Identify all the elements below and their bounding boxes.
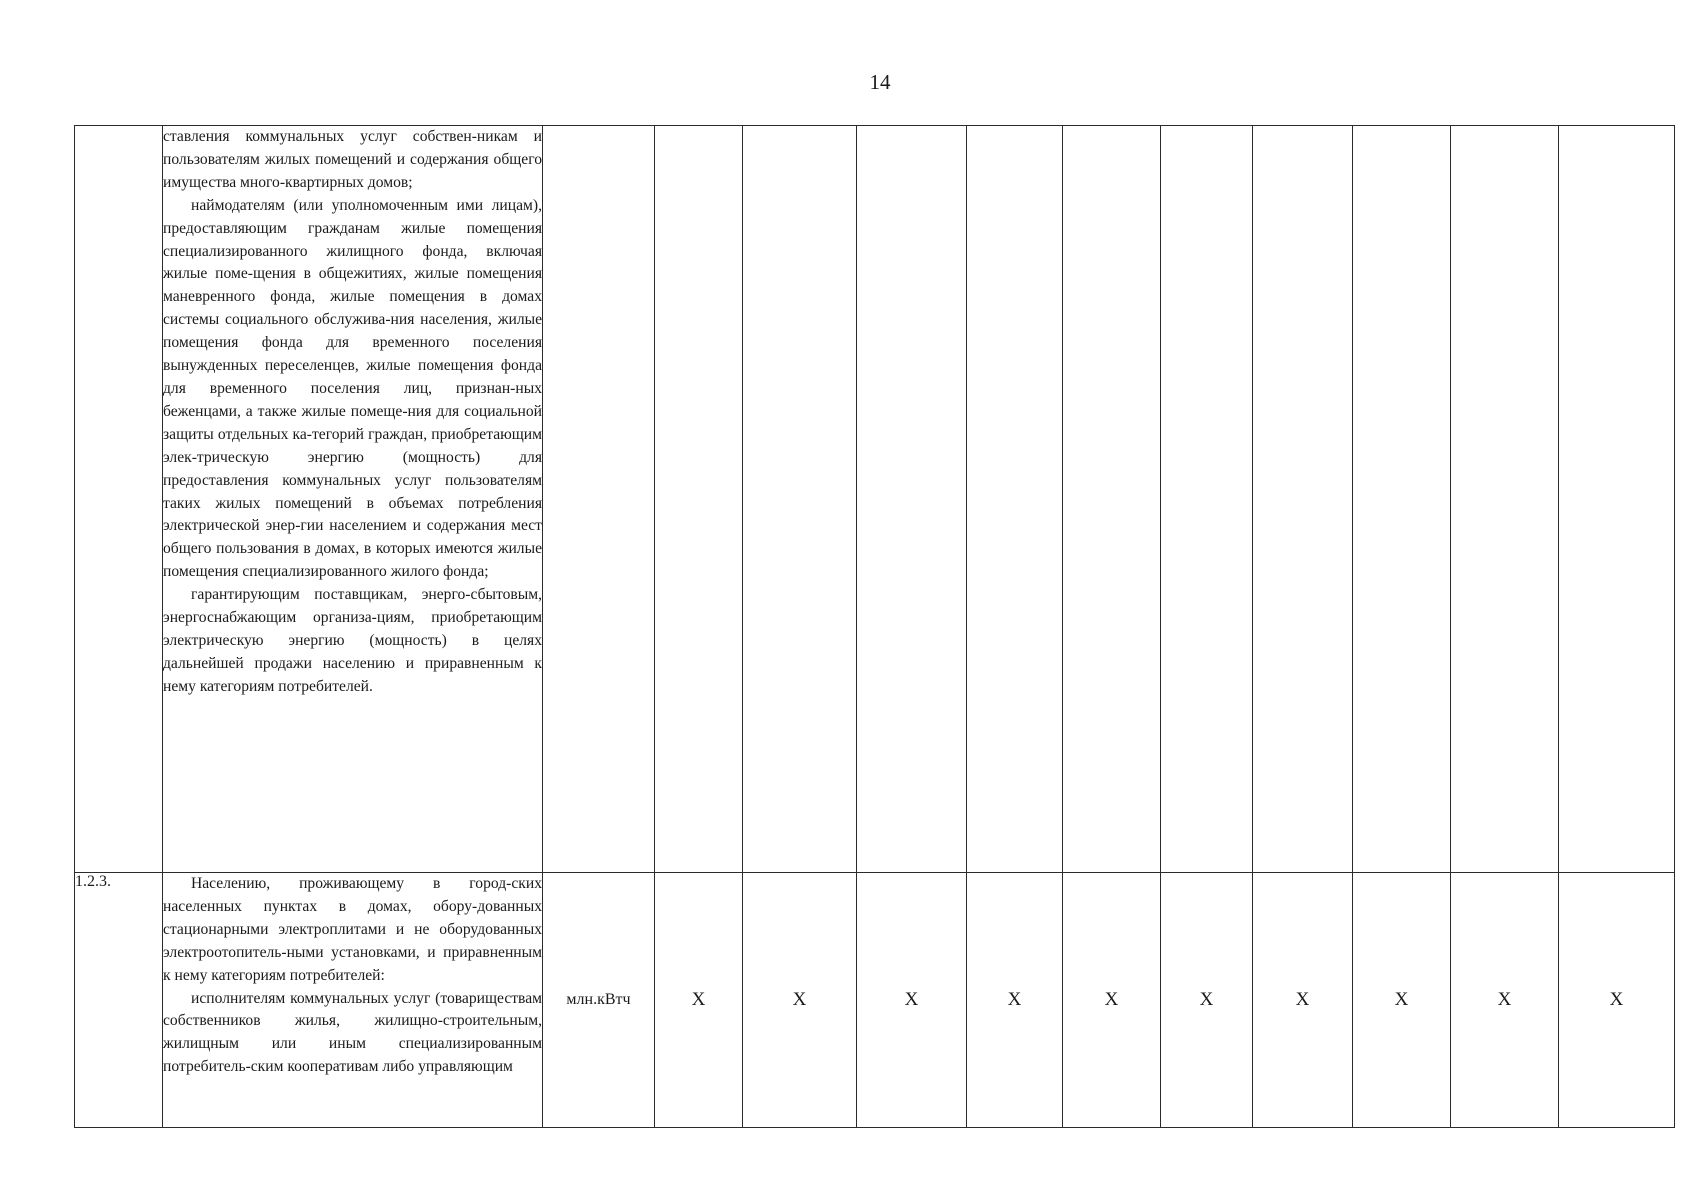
description-paragraph: гарантирующим поставщикам, энерго-сбытовым, энергоснабжающим организа-циям, приобретающим электрическую энергию (мощность) в целях дальнейшей продажи населению и приравненным к нему категориям потребителей. xyxy=(163,586,542,695)
table-row xyxy=(75,873,1675,1128)
value-cell xyxy=(1253,126,1353,873)
value-cell: Х xyxy=(1559,873,1675,1128)
description-paragraph: Населению, проживающему в город-ских населенных пунктах в домах, обору-дованных стационарными электроплитами и не оборудованных электроотопитель-ными установками, и приравненным к нему категориям потребителей: xyxy=(163,875,542,984)
value-cell: Х xyxy=(743,873,857,1128)
value-cell: Х xyxy=(967,873,1063,1128)
row-description xyxy=(163,873,543,1128)
row-description xyxy=(163,126,543,873)
unit-cell: млн.кВтч xyxy=(543,873,655,1128)
row-number: 1.2.3. xyxy=(75,873,163,1128)
value-cell xyxy=(1451,126,1559,873)
value-cell: Х xyxy=(1253,873,1353,1128)
row-number xyxy=(75,126,163,873)
value-cell xyxy=(1353,126,1451,873)
value-cell xyxy=(1559,126,1675,873)
value-cell: Х xyxy=(1063,873,1161,1128)
value-cell xyxy=(1063,126,1161,873)
value-cell xyxy=(655,126,743,873)
value-cell: Х xyxy=(857,873,967,1128)
value-cell xyxy=(967,126,1063,873)
value-cell xyxy=(857,126,967,873)
tariff-table xyxy=(74,125,1675,1128)
value-cell xyxy=(1161,126,1253,873)
unit-cell xyxy=(543,126,655,873)
description-paragraph: наймодателям (или уполномоченным ими лицам), предоставляющим гражданам жилые помещения специализированного жилищного фонда, включая жилые поме-щения в общежитиях, жилые помещения маневренного фонда, жилые помещения в домах системы социального обслужива-ния населения, жилые помещения фонда для временного поселения вынужденных переселенцев, жилые помещения фонда для временного поселения лиц, признан-ных беженцами, а также жилые помеще-ния для социальной защиты отдельных ка-тегорий граждан, приобретающим элек-трическую энергию (мощность) для предоставления коммунальных услуг пользователям таких жилых помещений в объемах потребления электрической энер-гии населением и содержания мест общего пользования в домах, в которых имеются жилые помещения специализированного жилого фонда; xyxy=(163,196,542,581)
value-cell: Х xyxy=(1353,873,1451,1128)
description-paragraph: ставления коммунальных услуг собствен-никам и пользователям жилых помещений и содержания общего имущества много-квартирных домов; xyxy=(163,128,542,191)
page-number: 14 xyxy=(869,70,891,94)
description-paragraph: исполнителям коммунальных услуг (товариществам собственников жилья, жилищно-строительным, жилищным или иным специализированным потребитель-ским кооперативам либо управляющим xyxy=(163,989,542,1076)
value-cell: Х xyxy=(1161,873,1253,1128)
value-cell xyxy=(743,126,857,873)
table-row xyxy=(75,126,1675,873)
value-cell: Х xyxy=(655,873,743,1128)
value-cell: Х xyxy=(1451,873,1559,1128)
